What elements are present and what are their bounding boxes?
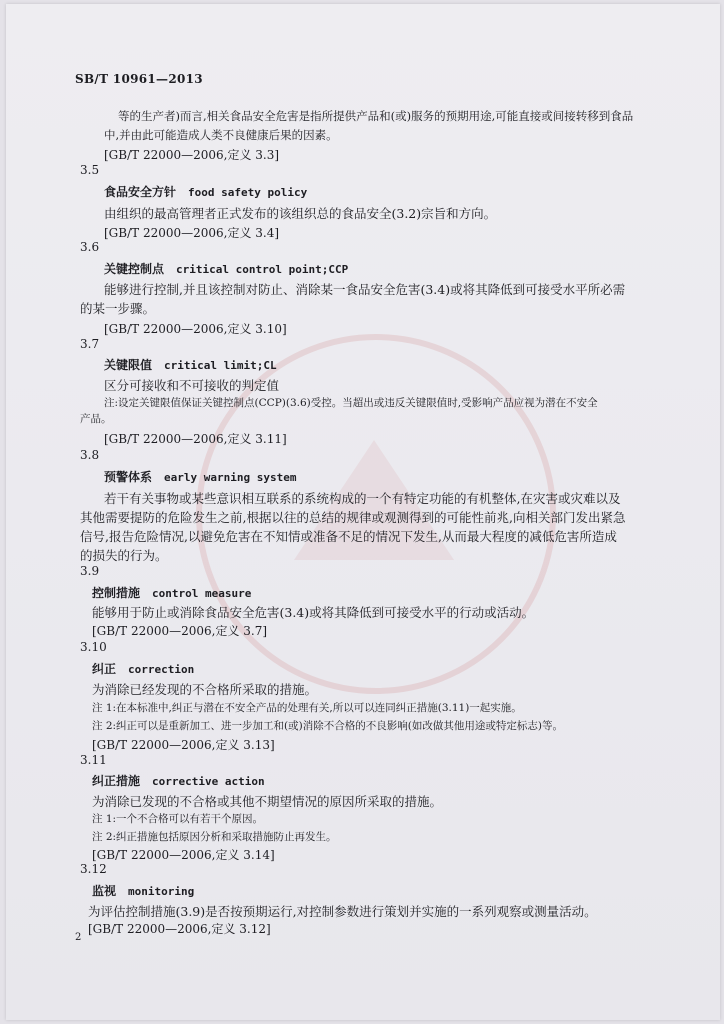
intro-ref: [GB/T 22000—2006,定义 3.3] <box>104 148 280 162</box>
term-heading <box>104 183 307 200</box>
term-heading <box>104 356 277 373</box>
intro-line-2: 中,并由此可能造成人类不良健康后果的因素。 <box>104 128 338 142</box>
clause-number: 3.8 <box>80 448 100 462</box>
note-line: 注 1:在本标准中,纠正与潜在不安全产品的处理有关,所以可以连同纠正措施(3.11)一起实施。 <box>92 702 522 714</box>
note-line: 产品。 <box>80 413 112 425</box>
definition-line: 能够进行控制,并且该控制对防止、消除某一食品安全危害(3.4)或将其降低到可接受水平所必需 <box>104 282 626 297</box>
definition-line: 为评估控制措施(3.9)是否按预期运行,对控制参数进行策划并实施的一系列观察或测量活动。 <box>88 904 597 919</box>
definition-line: 区分可接收和不可接收的判定值 <box>104 378 280 393</box>
term-heading <box>104 468 296 485</box>
term-cn: 控制措施 <box>92 586 141 600</box>
term-cn: 关键控制点 <box>104 262 165 276</box>
definition-line: 能够用于防止或消除食品安全危害(3.4)或将其降低到可接受水平的行动或活动。 <box>92 605 535 620</box>
term-heading <box>92 660 194 677</box>
reference: [GB/T 22000—2006,定义 3.12] <box>88 922 271 936</box>
definition-line: 的某一步骤。 <box>80 301 156 316</box>
term-en: critical control point;CCP <box>176 263 349 276</box>
term-heading <box>92 772 265 789</box>
note-line: 注 2:纠正可以是重新加工、进一步加工和(或)消除不合格的不良影响(如改做其他用途或特定标志)等。 <box>92 720 563 732</box>
page-number: 2 <box>75 932 82 943</box>
term-en: critical limit;CL <box>164 359 277 372</box>
term-cn: 纠正措施 <box>92 774 141 788</box>
clause-number: 3.12 <box>80 862 107 876</box>
reference: [GB/T 22000—2006,定义 3.4] <box>104 226 280 240</box>
reference: [GB/T 22000—2006,定义 3.7] <box>92 624 268 638</box>
reference: [GB/T 22000—2006,定义 3.13] <box>92 738 275 752</box>
term-heading <box>92 882 194 899</box>
clause-number: 3.6 <box>80 240 100 254</box>
term-heading <box>104 260 348 277</box>
term-en: control measure <box>152 587 252 600</box>
term-cn: 纠正 <box>92 662 117 676</box>
term-cn: 预警体系 <box>104 470 153 484</box>
clause-number: 3.10 <box>80 640 107 654</box>
clause-number: 3.5 <box>80 163 100 177</box>
term-en: correction <box>128 663 195 676</box>
term-en: early warning system <box>164 471 297 484</box>
reference: [GB/T 22000—2006,定义 3.14] <box>92 848 275 862</box>
intro-line-1: 等的生产者)而言,相关食品安全危害是指所提供产品和(或)服务的预期用途,可能直接或间接转移到食品 <box>118 109 634 123</box>
term-en: corrective action <box>152 775 265 788</box>
clause-number: 3.7 <box>80 337 100 351</box>
definition-line: 信号,报告危险情况,以避免危害在不知情或准备不足的情况下发生,从而最大程度的减低危害所造成 <box>80 529 617 544</box>
definition-line: 为消除已经发现的不合格所采取的措施。 <box>92 682 318 697</box>
term-heading <box>92 584 251 601</box>
reference: [GB/T 22000—2006,定义 3.11] <box>104 432 287 446</box>
term-cn: 监视 <box>92 884 117 898</box>
note-line: 注 2:纠正措施包括原因分析和采取措施防止再发生。 <box>92 831 337 843</box>
definition-line: 若干有关事物或某些意识相互联系的系统构成的一个有特定功能的有机整体,在灾害或灾难以及 <box>104 491 621 506</box>
definition-line: 其他需要提防的危险发生之前,根据以往的总结的规律或观测得到的可能性前兆,向相关部门发出紧急 <box>80 510 626 525</box>
term-en: monitoring <box>128 885 195 898</box>
clause-number: 3.9 <box>80 564 100 578</box>
definition-line: 的损失的行为。 <box>80 548 168 563</box>
definition-line: 为消除已发现的不合格或其他不期望情况的原因所采取的措施。 <box>92 794 443 809</box>
reference: [GB/T 22000—2006,定义 3.10] <box>104 322 287 336</box>
term-cn: 关键限值 <box>104 358 153 372</box>
term-en: food safety policy <box>188 186 308 199</box>
term-cn: 食品安全方针 <box>104 185 177 199</box>
standard-number: SB/T 10961—2013 <box>75 72 203 86</box>
note-line: 注:设定关键限值保证关键控制点(CCP)(3.6)受控。当超出或违反关键限值时,受影响产品应视为潜在不安全 <box>104 397 598 409</box>
definition-line: 由组织的最高管理者正式发布的该组织总的食品安全(3.2)宗旨和方向。 <box>104 206 497 221</box>
clause-number: 3.11 <box>80 753 107 767</box>
note-line: 注 1:一个不合格可以有若干个原因。 <box>92 813 264 825</box>
